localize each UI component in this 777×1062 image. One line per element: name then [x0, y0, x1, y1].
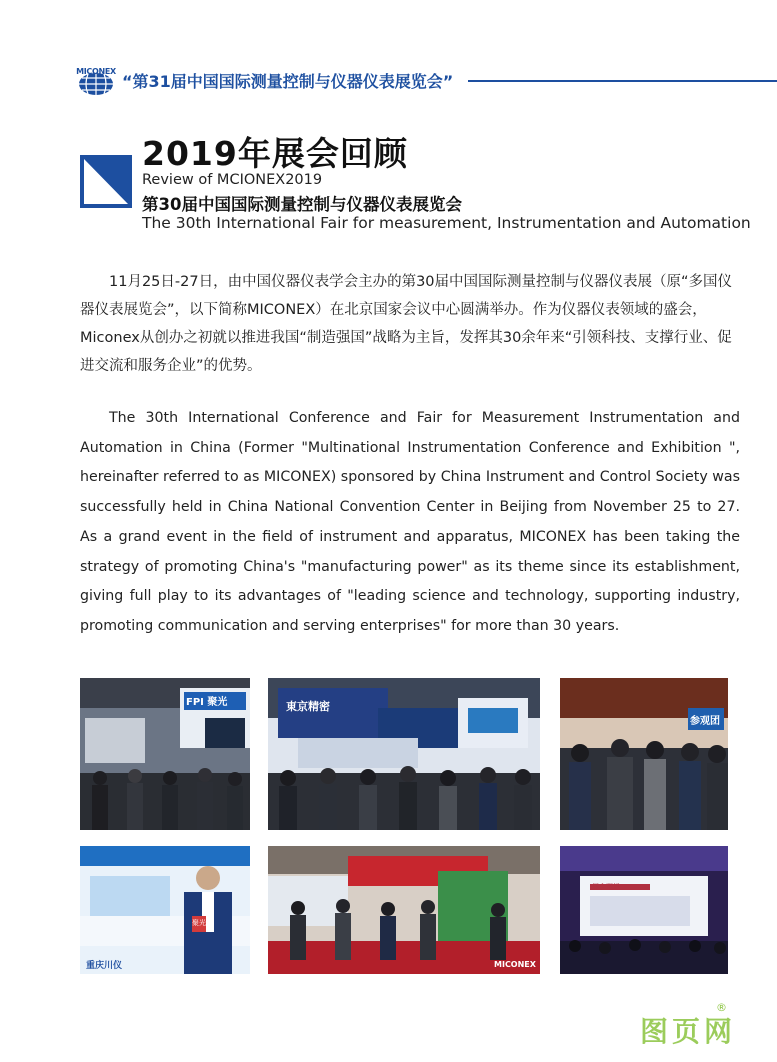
booth-sign: 東京精密: [286, 700, 330, 713]
booth-sign: FPI 聚光: [186, 697, 228, 708]
microphone-label: 聚光: [192, 919, 206, 927]
page-header: [76, 66, 777, 98]
floor-logo: 重庆川仪: [86, 961, 123, 971]
photo-visitor-group: [560, 678, 728, 830]
floor-sign: MICONEX: [494, 960, 536, 969]
header-divider: [468, 80, 777, 82]
logo-text: MICONEX: [76, 67, 116, 76]
photo-interview: [80, 846, 250, 974]
miconex-logo: [76, 66, 116, 96]
photo-conference: [560, 846, 728, 974]
group-sign: 参观团: [690, 716, 720, 727]
fair-name-en: The 30th International Fair for measurement, Instrumentation and Automation: [142, 214, 751, 232]
photo-exhibition-hall: [80, 678, 250, 830]
registered-mark: ®: [716, 1001, 727, 1014]
header-title: “第31届中国国际测量控制与仪器仪表展览会”: [122, 72, 454, 91]
section-heading: [80, 128, 770, 238]
paragraph-chinese: 11月25日-27日，由中国仪器仪表学会主办的第30届中国国际测量控制与仪器仪表展（原“多国仪器仪表展览会”，以下简称MICONEX）在北京国家会议中心圆满举办。作为仪器仪表领域的盛会，Miconex从创办之初就以推进我国“制造强国”战略为主旨，发挥其30余年来“引领科技、支撑行业、促进交流和服务企业”的优势。: [80, 274, 733, 374]
photo-exhibition-aisle: [268, 846, 540, 974]
paragraph-english: The 30th International Conference and Fair for Measurement Instrumentation and Automation in China (Former "Multinational Instrumentation Conference and Exhibition ", hereinafter referred to as MICONEX) sponsored by China Instrument and Control Society was successfully held in China National Convention Center in Beijing from November 25 to 27. As a grand event in the field of instrument and apparatus, MICONEX has been taking the strategy of promoting China's "manufacturing power" as its theme since its establishment, giving full play to its advantages of "leading science and technology, supporting industry, promoting communication and serving enterprises" for more than 30 years.: [80, 410, 740, 634]
review-subtitle: Review of MCIONEX2019: [142, 172, 323, 188]
page-title: 2019年展会回顾: [142, 134, 408, 173]
fair-name-cn: 第30届中国国际测量控制与仪器仪表展览会: [142, 195, 462, 214]
screen-title: 展会现场: [592, 883, 620, 891]
triangle-emblem-icon: [80, 155, 132, 208]
watermark-text: 图页网: [640, 1015, 737, 1048]
photo-booth-crowd: [268, 678, 540, 830]
